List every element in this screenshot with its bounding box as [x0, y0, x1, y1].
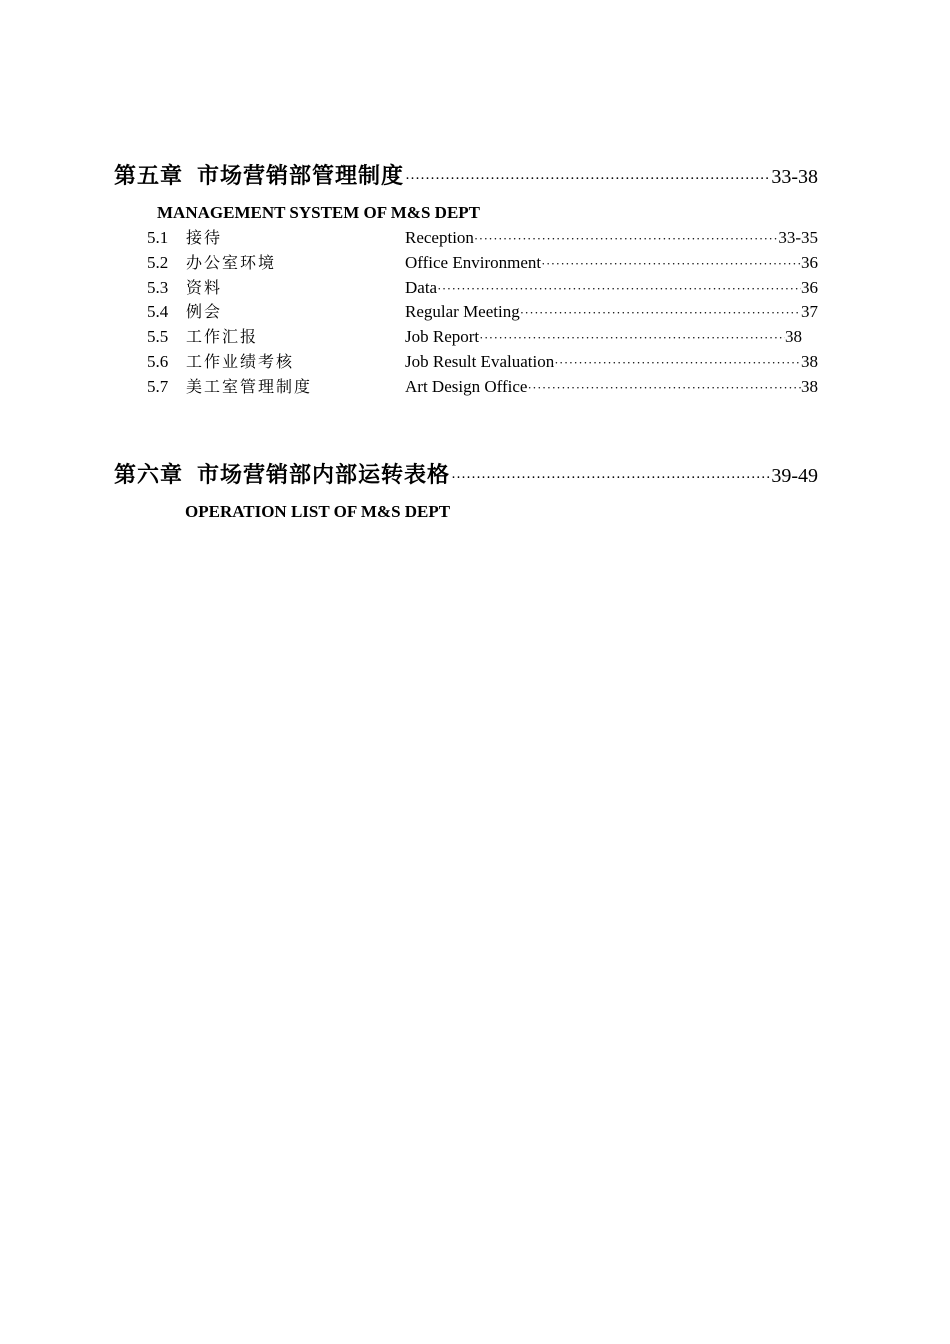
- toc-entry-5-5[interactable]: [147, 325, 818, 350]
- entry-cn-title: 办公室环境: [186, 252, 277, 272]
- toc-entry-5-2[interactable]: [147, 251, 818, 276]
- chapter-6-number: 第六章: [114, 462, 184, 488]
- entry-page: 38: [801, 351, 818, 371]
- chapter-5-number: 第五章: [114, 163, 184, 189]
- entry-page: 36: [801, 252, 818, 272]
- entry-en-title: Job Result Evaluation: [405, 351, 555, 371]
- entry-page: 33-35: [778, 228, 818, 247]
- entry-number: 5.3: [147, 277, 169, 297]
- entry-en-title: Art Design Office: [405, 376, 528, 396]
- entry-cn-title: 接待: [186, 228, 223, 247]
- entry-number: 5.2: [147, 252, 169, 272]
- chapter-6-pages: 39-49: [771, 465, 818, 487]
- entry-cn-title: 美工室管理制度: [186, 376, 313, 396]
- toc-entry-5-3[interactable]: [147, 276, 818, 301]
- entry-cn-title: 工作业绩考核: [186, 351, 295, 371]
- entry-cn-title: 工作汇报: [186, 327, 259, 347]
- entry-page: 37: [801, 302, 818, 322]
- toc-entry-5-6[interactable]: [147, 350, 818, 375]
- entry-en-title: Data: [405, 277, 438, 297]
- dot-leader: [474, 227, 778, 251]
- dot-leader: [479, 326, 785, 350]
- dot-leader: [527, 376, 801, 400]
- toc-entry-5-1[interactable]: [147, 226, 818, 251]
- chapter-6-subtitle: OPERATION LIST OF M&S DEPT: [185, 502, 451, 521]
- entry-number: 5.1: [147, 228, 169, 247]
- chapter-5-pages: 33-38: [771, 166, 818, 188]
- entry-number: 5.7: [147, 376, 169, 396]
- entry-number: 5.4: [147, 302, 169, 322]
- dot-leader: [541, 252, 801, 276]
- entry-en-title: Office Environment: [405, 252, 542, 272]
- toc-entry-5-4[interactable]: [147, 300, 818, 325]
- toc-entry-5-7[interactable]: [147, 375, 818, 400]
- dot-leader: [554, 351, 801, 375]
- dot-leader: [451, 464, 770, 492]
- dot-leader: [405, 165, 770, 193]
- toc-chapter-6[interactable]: [114, 461, 818, 492]
- dot-leader: [437, 277, 801, 301]
- entry-number: 5.6: [147, 351, 169, 371]
- chapter-5-title: 市场营销部管理制度: [197, 163, 405, 189]
- dot-leader: [520, 301, 801, 325]
- toc-chapter-5[interactable]: [114, 162, 818, 193]
- chapter-5-entries: [147, 226, 818, 400]
- entry-en-title: Reception: [405, 228, 474, 247]
- chapter-6-title: 市场营销部内部运转表格: [197, 462, 451, 488]
- entry-cn-title: 资料: [186, 277, 223, 297]
- entry-page: 36: [801, 277, 818, 297]
- entry-en-title: Regular Meeting: [405, 302, 520, 322]
- entry-en-title: Job Report: [405, 327, 480, 347]
- chapter-5-subtitle: MANAGEMENT SYSTEM OF M&S DEPT: [157, 203, 481, 222]
- entry-page: 38: [785, 327, 802, 347]
- entry-cn-title: 例会: [186, 302, 223, 322]
- entry-page: 38: [801, 376, 818, 396]
- entry-number: 5.5: [147, 327, 169, 347]
